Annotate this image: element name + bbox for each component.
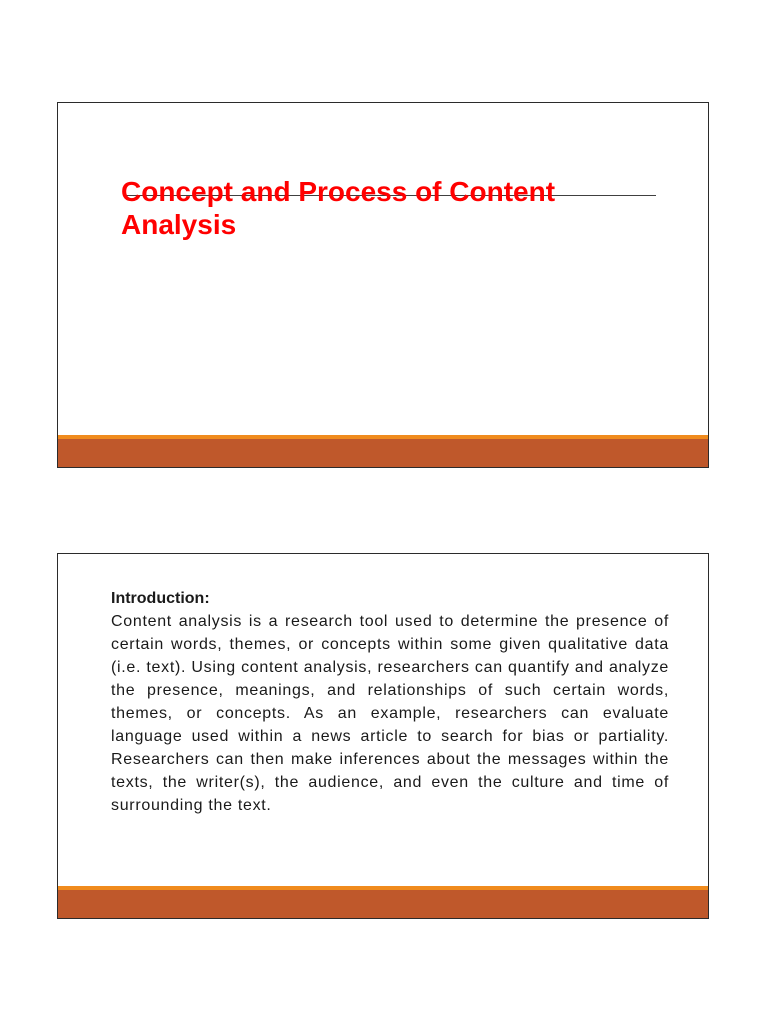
introduction-slide <box>57 553 709 919</box>
introduction-paragraph: Content analysis is a research tool used to determine the presence of certain words, themes, or concepts within some given qualitative data (i.e. text). Using content analysis, researchers can quantify and analyze the presence, meanings, and relationships of such certain words, themes, or concepts. As an example, researchers can evaluate language used within a news article to search for bias or partiality. Researchers can then make inferences about the messages within the texts, the writer(s), the audience, and even the culture and time of surrounding the text. <box>111 613 669 814</box>
title-slide <box>57 102 709 468</box>
footer-bar <box>58 439 708 467</box>
introduction-text-block <box>111 587 669 817</box>
introduction-heading: Introduction: <box>111 590 210 607</box>
footer-bar <box>58 890 708 918</box>
slide-title: Concept and Process of Content Analysis <box>121 176 556 240</box>
